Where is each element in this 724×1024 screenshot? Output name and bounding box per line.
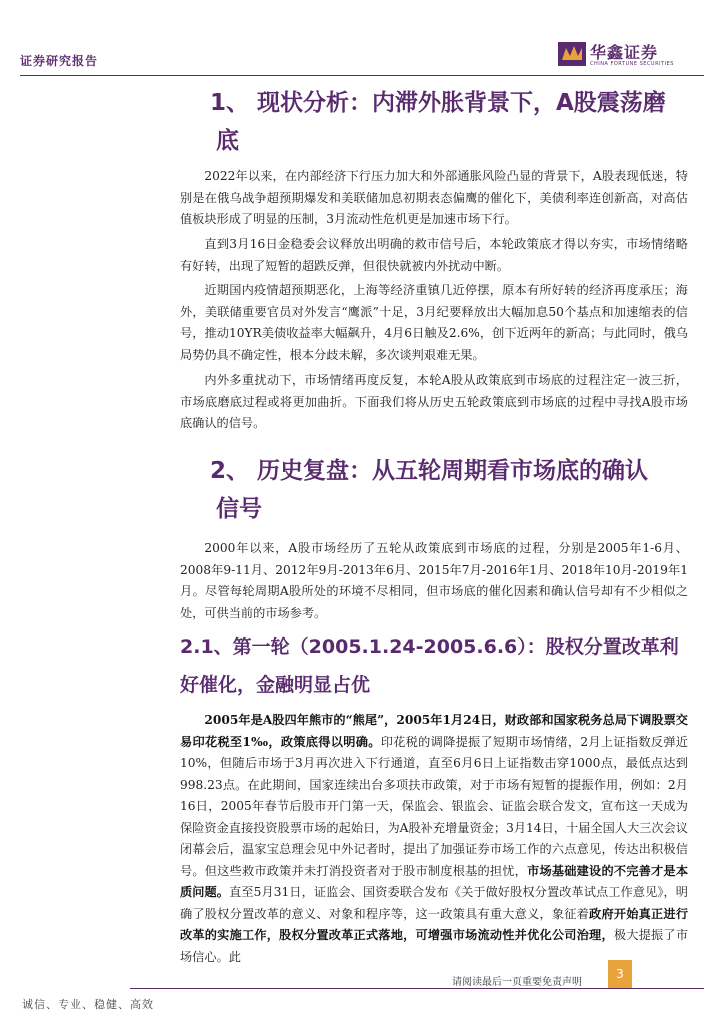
paragraph: 直到3月16日金稳委会议释放出明确的救市信号后，本轮政策底才得以夯实，市场情绪略有好转，出现了短暂的超跌反弹，但很快就被内外扰动中断。 xyxy=(180,237,688,273)
report-label: 证券研究报告 xyxy=(20,54,99,68)
disclaimer-note: 请阅读最后一页重要免责声明 xyxy=(452,977,582,988)
emphasis-text: 政府开始真正进行改革的实施工作，股权分置改革正式落地，可增强市场流动性并优化公司治理， xyxy=(180,906,689,942)
brand-name: 华鑫证券 xyxy=(590,43,659,62)
header-divider xyxy=(20,75,704,76)
section-2-title: 2、 历史复盘：从五轮周期看市场底的确认 信号 xyxy=(210,458,649,522)
paragraph xyxy=(180,710,688,968)
brand-name-en: CHINA FORTUNE SECURITIES xyxy=(590,61,674,67)
body-text: 印花税的调降提振了短期市场情绪，2月上证指数反弹近10%，但随后市场于3月再次进入下行通道，直至6月6日上证指数击穿1000点，最低点达到998.23点。在此期间，国家连续出台多项扶市政策，对于市场有短暂的提振作用，例如：2月16日，2005年春节后股市开门第一天，保监会、银监会、证监会联合发文，宣布这一天成为保险资金直接投资股票市场的起始日，为A股补充增量资金；3月14日，十届全国人大三次会议闭幕会后，温家宝总理会见中外记者时，提出了加强证券市场工作的六点意见，传达出积极信号。但这些救市政策并未打消投资者对于股市制度根基的担忧， xyxy=(180,734,688,878)
company-slogan: 诚信、专业、稳健、高效 xyxy=(22,998,154,1011)
paragraph: 内外多重扰动下，市场情绪再度反复，本轮A股从政策底到市场底的过程注定一波三折，市场底磨底过程或将更加曲折。下面我们将从历史五轮政策底到市场底的过程中寻找A股市场底确认的信号。 xyxy=(180,373,688,430)
brand-logo xyxy=(558,40,708,74)
logo-emblem-icon xyxy=(558,42,586,66)
emphasis-text: 市场基础建设的不完善才是本质问题。 xyxy=(180,863,689,899)
body-text: 直至5月31日，证监会、国资委联合发布《关于做好股权分置改革试点工作意见》，明确了股权分置改革的意义、对象和程序等，这一政策具有重大意义，象征着 xyxy=(180,885,688,921)
emphasis-text: 2005年是A股四年熊市的“熊尾”，2005年1月24日，财政部和国家税务总局下调股票交易印花税至1‰，政策底得以明确。 xyxy=(180,713,688,749)
body-text: 极大提振了市场信心。此 xyxy=(180,928,689,964)
paragraph: 近期国内疫情超预期恶化，上海等经济重镇几近停摆，原本有所好转的经济再度承压；海外，美联储重要官员对外发言“鹰派”十足，3月纪要释放出大幅加息50个基点和加速缩表的信号，推动10YR美债收益率大幅飙升，4月6日触及2.6%，创下近两年的新高；与此同时，俄乌局势仍具不确定性，根本分歧未解，多次谈判艰难无果。 xyxy=(180,283,688,362)
paragraph: 2022年以来，在内部经济下行压力加大和外部通胀风险凸显的背景下，A股表现低迷，特别是在俄乌战争超预期爆发和美联储加息初期表态偏鹰的催化下，美债利率连创新高，对高估值板块形成了明显的压制，3月流动性危机更是加速市场下行。 xyxy=(180,169,688,226)
section-1-title: 1、 现状分析：内滞外胀背景下，A股震荡磨 底 xyxy=(210,90,666,154)
page-number: 3 xyxy=(608,960,632,988)
subsection-2-1-title: 2.1、第一轮（2005.1.24-2005.6.6）：股权分置改革利 好催化，金融明显占优 xyxy=(180,636,679,696)
paragraph: 2000年以来，A股市场经历了五轮从政策底到市场底的过程，分别是2005年1-6月、2008年9-11月、2012年9月-2013年6月、2015年7月-2016年1月、2018年10月-2019年1月。尽管每轮周期A股所处的环境不尽相同，但市场底的催化因素和确认信号却有不少相似之处，可供当前的市场参考。 xyxy=(180,541,688,620)
footer-divider xyxy=(130,988,704,989)
